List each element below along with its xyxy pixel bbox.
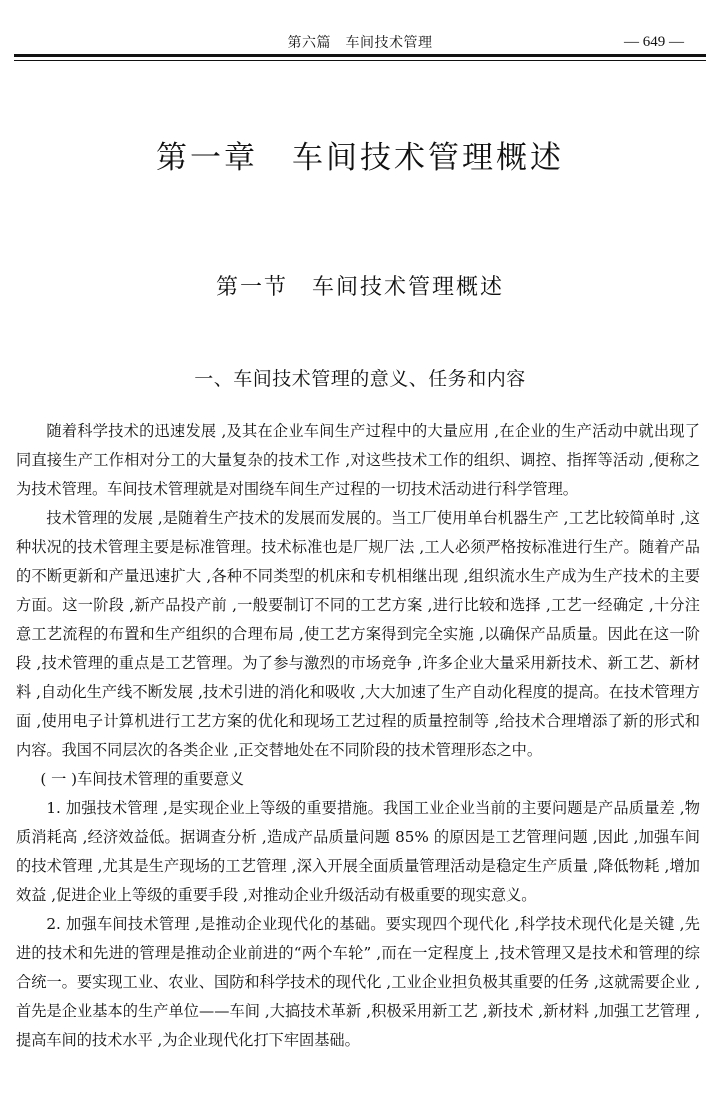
body-text — [16, 417, 700, 1055]
paragraph: 1. 加强技术管理 ,是实现企业上等级的重要措施。我国工业企业当前的主要问题是产品质量差 ,物质消耗高 ,经济效益低。据调查分析 ,造成产品质量问题 85% 的原因是工艺管理问题 ,因此 ,加强车间的技术管理 ,尤其是生产现场的工艺管理 ,深入开展全面质量管理活动是稳定生产质量 ,降低物耗 ,增加效益 ,促进企业上等级的重要手段 ,对推动企业升级活动有极重要的现实意义。 — [16, 799, 700, 904]
header-divider-thick — [14, 54, 706, 57]
paragraph: 随着科学技术的迅速发展 ,及其在企业车间生产过程中的大量应用 ,在企业的生产活动中就出现了同直接生产工作相对分工的大量复杂的技术工作 ,对这些技术工作的组织、调控、指挥等活动 ,便称之为技术管理。车间技术管理就是对围绕车间生产过程的一切技术活动进行科学管理。 — [16, 422, 700, 498]
running-header-title: 第六篇 车间技术管理 — [287, 35, 433, 51]
chapter-title: 第一章 车间技术管理概述 — [156, 140, 564, 176]
paragraph: 2. 加强车间技术管理 ,是推动企业现代化的基础。要实现四个现代化 ,科学技术现代化是关键 ,先进的技术和先进的管理是推动企业前进的“两个车轮” ,而在一定程度上 ,技术管理又是技术和管理的综合统一。要实现工业、农业、国防和科学技术的现代化 ,工业企业担负极其重要的任务 ,这就需要企业 ,首先是企业基本的生产单位——车间 ,大搞技术革新 ,积极采用新工艺 ,新技术 ,新材料 ,加强工艺管理 ,提高车间的技术水平 ,为企业现代化打下牢固基础。 — [16, 915, 700, 1049]
page-number: — 649 — — [624, 34, 684, 50]
subheading: ( 一 )车间技术管理的重要意义 — [40, 770, 245, 788]
section-title: 第一节 车间技术管理概述 — [215, 275, 504, 300]
header-divider-thin — [14, 60, 706, 61]
running-header — [0, 26, 720, 52]
paragraph: 技术管理的发展 ,是随着生产技术的发展而发展的。当工厂使用单台机器生产 ,工艺比较简单时 ,这种状况的技术管理主要是标准管理。技术标准也是厂规厂法 ,工人必须严格按标准进行生产。随着产品的不断更新和产量迅速扩大 ,各种不同类型的机床和专机相继出现 ,组织流水生产成为生产技术的主要方面。这一阶段 ,新产品投产前 ,一般要制订不同的工艺方案 ,进行比较和选择 ,工艺一经确定 ,十分注意工艺流程的布置和生产组织的合理布局 ,使工艺方案得到完全实施 ,以确保产品质量。因此在这一阶段 ,技术管理的重点是工艺管理。为了参与激烈的市场竞争 ,许多企业大量采用新技术、新工艺、新材料 ,自动化生产线不断发展 ,技术引进的消化和吸收 ,大大加速了生产自动化程度的提高。在技术管理方面 ,使用电子计算机进行工艺方案的优化和现场工艺过程的质量控制等 ,给技术合理增添了新的形式和内容。我国不同层次的各类企业 ,正交替地处在不同阶段的技术管理形态之中。 — [16, 509, 700, 759]
subsection-title: 一、车间技术管理的意义、任务和内容 — [194, 368, 526, 390]
